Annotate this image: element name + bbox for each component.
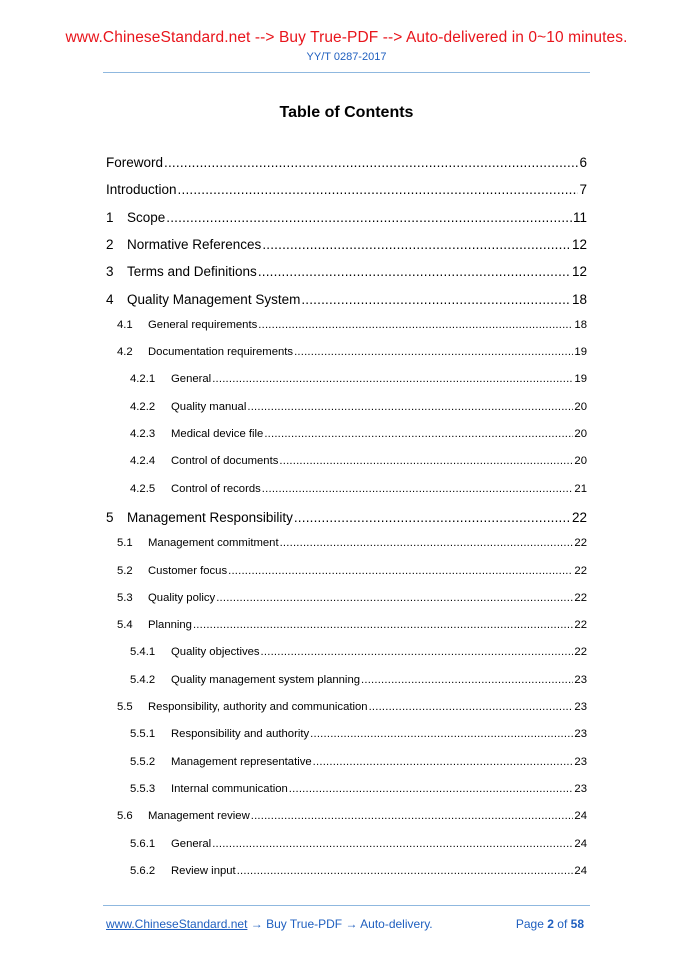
dot-leader xyxy=(164,155,578,170)
toc-entry-label: General xyxy=(171,837,212,850)
toc-entry-page: 11 xyxy=(572,209,587,225)
toc-entry-label: Responsibility, authority and communication xyxy=(148,701,368,713)
toc-entry-label: Terms and Definitions xyxy=(127,264,257,280)
toc-entry-label: Normative References xyxy=(127,236,262,252)
toc-entry-page: 20 xyxy=(574,428,587,440)
toc-entry[interactable] xyxy=(130,756,587,768)
dot-leader xyxy=(212,838,573,850)
arrow-right-icon: → xyxy=(250,917,263,931)
page-current: 2 xyxy=(547,917,554,931)
dot-leader xyxy=(251,810,574,822)
dot-leader xyxy=(369,701,574,713)
toc-entry-number: 5.5.1 xyxy=(130,728,156,741)
dot-leader xyxy=(264,428,573,440)
toc-entry-page: 22 xyxy=(574,537,587,550)
toc-entry-label: Management review xyxy=(148,810,250,823)
toc-entry-number: 5.4.2 xyxy=(130,673,156,686)
toc-entry-label: Quality policy xyxy=(148,591,216,604)
toc-entry[interactable] xyxy=(130,865,587,877)
footer-site-link[interactable]: www.ChineseStandard.net xyxy=(106,917,248,931)
toc-entry[interactable] xyxy=(106,237,587,252)
toc-entry-label: Management commitment xyxy=(148,537,279,550)
standard-code: YY/T 0287-2017 xyxy=(306,51,387,63)
toc-entry-label: Introduction xyxy=(106,182,177,198)
toc-entry[interactable] xyxy=(106,155,587,170)
toc-entry[interactable] xyxy=(130,401,587,413)
dot-leader xyxy=(228,565,573,577)
toc-entry-label: Review input xyxy=(171,864,236,877)
toc-entry-page: 24 xyxy=(574,837,587,850)
toc-entry-number: 5.5 xyxy=(117,701,133,713)
toc-entry[interactable] xyxy=(106,182,587,197)
toc-entry[interactable] xyxy=(106,264,587,279)
toc-entry-label: Quality objectives xyxy=(171,646,260,659)
toc-entry-page: 19 xyxy=(574,346,587,359)
toc-entry-page: 6 xyxy=(579,155,587,170)
toc-entry-number: 1 xyxy=(106,209,114,225)
toc-entry-label: Control of documents xyxy=(171,455,279,468)
toc-entry-page: 19 xyxy=(574,373,587,386)
toc-entry[interactable] xyxy=(130,728,587,740)
dot-leader xyxy=(310,728,573,740)
toc-entry-label: Medical device file xyxy=(171,428,264,440)
toc-entry-page: 23 xyxy=(574,728,587,741)
toc-entry[interactable] xyxy=(130,428,587,440)
footer-left xyxy=(106,917,433,931)
toc-entry[interactable] xyxy=(117,565,587,577)
dot-leader xyxy=(178,182,579,197)
dot-leader xyxy=(258,264,571,279)
dot-leader xyxy=(261,646,574,658)
dot-leader xyxy=(361,674,573,686)
toc-entry-page: 20 xyxy=(574,455,587,468)
dot-leader xyxy=(247,401,573,413)
page-word: Page xyxy=(515,917,544,931)
footer-buy-text: Buy True-PDF xyxy=(266,917,343,931)
toc-entry-label: Quality management system planning xyxy=(171,673,361,686)
toc-entry[interactable] xyxy=(130,783,587,795)
footer-divider xyxy=(103,905,590,906)
toc-entry-page: 22 xyxy=(574,591,587,604)
toc-entry-label: Quality Management System xyxy=(127,291,301,307)
toc-entry[interactable] xyxy=(117,701,587,713)
toc-entry-number: 3 xyxy=(106,264,114,280)
toc-entry[interactable] xyxy=(130,373,587,385)
dot-leader xyxy=(216,592,573,604)
toc-entry[interactable] xyxy=(130,455,587,467)
page-total: 58 xyxy=(570,917,584,931)
toc-entry-label: Control of records xyxy=(171,482,261,495)
dot-leader xyxy=(212,373,573,385)
toc-entry-page: 24 xyxy=(574,810,587,823)
toc-entry[interactable] xyxy=(117,319,587,331)
toc-entry[interactable] xyxy=(106,292,587,307)
dot-leader xyxy=(166,210,572,225)
toc-entry-label: Documentation requirements xyxy=(148,346,294,359)
top-banner-link[interactable]: www.ChineseStandard.net --> Buy True-PDF --> Auto-delivered in 0~10 minutes. xyxy=(65,29,628,46)
toc-entry-number: 5.6 xyxy=(117,810,133,823)
toc-entry-number: 5.4 xyxy=(117,619,133,632)
toc-entry-number: 5.6.1 xyxy=(130,837,156,850)
toc-entry[interactable] xyxy=(130,838,587,850)
toc-entry-number: 5.4.1 xyxy=(130,646,156,659)
dot-leader xyxy=(280,537,574,549)
toc-entry[interactable] xyxy=(130,483,587,495)
toc-entry-page: 23 xyxy=(574,701,587,713)
toc-entry-label: Management Responsibility xyxy=(127,509,293,525)
toc-entry-page: 24 xyxy=(574,864,587,877)
toc-entry-page: 22 xyxy=(574,646,587,659)
dot-leader xyxy=(294,346,573,358)
toc-entry-page: 12 xyxy=(571,264,587,280)
page-indicator xyxy=(516,917,584,931)
toc-entry[interactable] xyxy=(117,592,587,604)
toc-entry-page: 21 xyxy=(574,482,587,495)
toc-entry-number: 4.2.5 xyxy=(130,482,156,495)
dot-leader xyxy=(294,510,571,525)
toc-entry[interactable] xyxy=(106,510,587,525)
dot-leader xyxy=(301,292,571,307)
toc-entry-label: Customer focus xyxy=(148,564,228,577)
toc-entry-label: Responsibility and authority xyxy=(171,728,310,741)
dot-leader xyxy=(262,237,571,252)
toc-entry-label: Scope xyxy=(127,209,166,225)
toc-entry-number: 4.2.1 xyxy=(130,373,156,386)
toc-entry-number: 4 xyxy=(106,291,114,307)
toc-entry-number: 5.2 xyxy=(117,564,133,577)
page-of: of xyxy=(557,917,568,931)
toc-entry-label: Management representative xyxy=(171,755,312,768)
toc-entry-number: 5.5.2 xyxy=(130,755,156,768)
toc-entry-number: 4.2.2 xyxy=(130,400,156,413)
toc-entry[interactable] xyxy=(117,619,587,631)
dot-leader xyxy=(258,319,573,331)
toc-entry-number: 4.2.3 xyxy=(130,428,156,440)
toc-entry-number: 5 xyxy=(106,509,114,525)
toc-entry[interactable] xyxy=(117,810,587,822)
footer-delivery-text: Auto-delivery. xyxy=(360,917,433,931)
toc-entry-label: Planning xyxy=(148,619,192,632)
toc-entry-label: Quality manual xyxy=(171,400,247,413)
toc-entry-page: 18 xyxy=(574,318,587,331)
toc-entry-page: 23 xyxy=(574,782,587,795)
dot-leader xyxy=(237,865,574,877)
toc-entry[interactable] xyxy=(130,674,587,686)
toc-entry-page: 22 xyxy=(571,509,587,525)
toc-entry-page: 12 xyxy=(571,236,587,252)
toc-entry-label: Foreword xyxy=(106,155,164,170)
toc-entry-number: 5.1 xyxy=(117,537,133,550)
toc-entry-page: 23 xyxy=(574,755,587,768)
toc-entry-number: 5.3 xyxy=(117,591,133,604)
toc-entry-number: 5.6.2 xyxy=(130,864,156,877)
toc-entry-number: 2 xyxy=(106,236,114,252)
toc-entry-number: 4.2 xyxy=(117,346,133,359)
toc-entry-page: 7 xyxy=(579,182,587,198)
toc-entry-number: 5.5.3 xyxy=(130,782,156,795)
dot-leader xyxy=(193,619,573,631)
toc-entry-label: General requirements xyxy=(148,318,258,331)
toc-entry[interactable] xyxy=(117,346,587,358)
toc-entry-page: 23 xyxy=(574,673,587,686)
dot-leader xyxy=(289,783,574,795)
toc-entry[interactable] xyxy=(117,537,587,549)
dot-leader xyxy=(262,483,574,495)
arrow-right-icon: → xyxy=(345,917,358,931)
toc-entry-number: 4.2.4 xyxy=(130,455,156,468)
dot-leader xyxy=(279,455,573,467)
toc-entry-page: 22 xyxy=(574,619,587,632)
toc-entry[interactable] xyxy=(130,646,587,658)
header-divider xyxy=(103,72,590,73)
toc-entry-label: General xyxy=(171,373,212,386)
toc-title: Table of Contents xyxy=(279,104,414,121)
toc-entry-number: 4.1 xyxy=(117,318,133,331)
toc-entry-page: 20 xyxy=(574,400,587,413)
toc-entry[interactable] xyxy=(106,210,587,225)
dot-leader xyxy=(313,756,574,768)
toc-entry-page: 22 xyxy=(574,564,587,577)
toc-entry-page: 18 xyxy=(571,291,587,307)
toc-entry-label: Internal communication xyxy=(171,782,288,795)
